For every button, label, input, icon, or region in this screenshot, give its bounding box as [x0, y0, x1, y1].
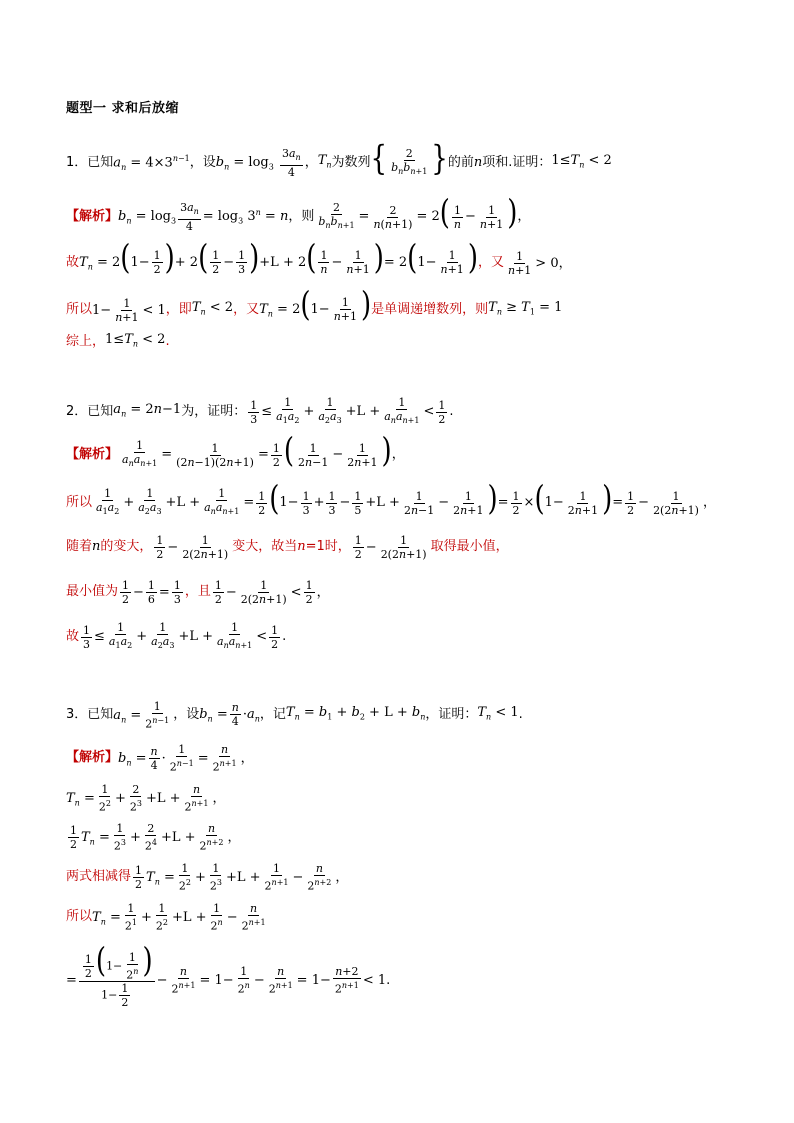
problem-3-label: 3．	[66, 707, 88, 722]
formula: $a_n = 2n-1$	[113, 401, 182, 419]
problem-1-solution-line-1: 【解析】 $b_n = \log_3$ $\frac{3a_n}{4}$ = $\log_3 3^n = n$ ，则 $\frac{2}{b_nb_{n+1}}$ = $\frac{2}{n(n+1)}$ = 2( $\frac{1}{n}$ − $\frac{1}{n+1}$ )，	[66, 193, 531, 233]
formula: $\frac{1}{a_na_{n+1}}$ = $\frac{1}{(2n-1)(2n+1)}$ = $\frac{1}{2}$ ( $\frac{1}{2n-1}$ − $\frac{1}{2n+1}$ )，	[122, 431, 405, 470]
formula: $1\le T_n < 2$	[105, 332, 166, 349]
problem-3-solution-line-4: 两式相减得 $\frac{1}{2}$ $T_n$ = $\frac{1}{2^2}$ + $\frac{1}{2^3}$ +L + $\frac{1}{2^{n+1}}$ − $\frac{n}{2^{n+2}}$ ，	[66, 861, 349, 893]
formula: $T_n$	[317, 152, 332, 170]
problem-1-label: 1．	[66, 155, 88, 170]
formula: $a_n = 4\times 3^{n-1}$	[113, 153, 190, 172]
solution-tag: 【解析】	[66, 750, 119, 765]
section-heading: 题型一 求和后放缩	[66, 101, 180, 116]
formula: $b_n$ = $\frac{n}{4}$ · $\frac{1}{2^{n-1}}$ = $\frac{n}{2^{n+1}}$ ，	[118, 742, 254, 774]
problem-3-solution-line-2	[66, 783, 225, 813]
formula: $\frac{1}{2}$ − $\frac{1}{2(2n+1)}$	[156, 533, 229, 561]
formula: $b_n$ = $\frac{n}{4}$ $\cdot a_n$	[199, 700, 260, 728]
problem-3-solution-line-1	[66, 743, 254, 773]
formula: $T_n < 1$	[477, 704, 519, 722]
problem-2-label: 2．	[66, 404, 88, 419]
formula: $T_n = b_1 + b_2 + L + b_n$	[285, 704, 426, 722]
formula: $\frac{1}{2}$ $T_n$ = $\frac{1}{2^3}$ + $\frac{2}{2^4}$ +L + $\frac{n}{2^{n+2}}$ ，	[70, 821, 241, 853]
formula: $b_n = \log_3$ $\frac{3a_n}{4}$ = $\log_3 3^n = n$	[118, 201, 289, 233]
formula: $T_n \ge T_1 = 1$	[488, 299, 563, 317]
problem-2-solution-line-5: 故 $\frac{1}{3}$ ≤ $\frac{1}{a_1a_2}$ + $\frac{1}{a_2a_3}$ +L + $\frac{1}{a_na_{n+1}}$ < $\frac{1}{2}$ .	[66, 621, 287, 651]
formula: $\frac{1}{2}$ $T_n$ = $\frac{1}{2^2}$ + $\frac{1}{2^3}$ +L + $\frac{1}{2^{n+1}}$ − $\frac{n}{2^{n+2}}$ ，	[135, 861, 349, 893]
formula: $\frac{1}{2}$ − $\frac{1}{2(2n+1)}$ < $\frac{1}{2}$ ，	[214, 578, 330, 606]
problem-2-solution-line-1	[66, 431, 405, 470]
formula: $\frac{1}{n+1}$ > 0，	[507, 249, 572, 277]
formula: $\frac{1}{a_1a_2}$ + $\frac{1}{a_2a_3}$ +L + $\frac{1}{a_na_{n+1}}$ = $\frac{1}{2}$ (1− $\frac{1}{3}$ + $\frac{1}{3}$ − $\frac{1}{5}$ +L + $\frac{1}{2n-1}$ − $\frac{1}{2n+1}$ )= $\frac{1}{2}$ ×(1− $\frac{1}{2n+1}$ )= $\frac{1}{2}$ − $\frac{1}{2(2n+1)}$ ，	[96, 479, 716, 518]
formula: $T_n = 2(1-$ $\frac{1}{n+1}$ )	[259, 285, 372, 325]
formula: $\frac{1}{3}$ ≤ $\frac{1}{a_1a_2}$ + $\frac{1}{a_2a_3}$ +L + $\frac{1}{a_na_{n+1}}$ < $\frac{1}{2}$	[250, 396, 446, 426]
formula: $\frac{2}{b_nb_{n+1}}$ = $\frac{2}{n(n+1)}$ = 2( $\frac{1}{n}$ − $\frac{1}{n+1}$ )，	[318, 193, 531, 232]
problem-2-solution-line-4: 最小值为 $\frac{1}{2}$ − $\frac{1}{6}$ = $\frac{1}{3}$ ，且 $\frac{1}{2}$ − $\frac{1}{2(2n+1)}$ < $\frac{1}{2}$ ，	[66, 578, 330, 606]
formula: $T_n < 2$	[191, 299, 234, 317]
solution-tag: 【解析】	[66, 447, 119, 462]
formula: { $\frac{2}{b_nb_{n+1}}$ }	[370, 139, 448, 178]
formula: n	[473, 155, 483, 170]
formula: $\frac{1}{3}$ ≤ $\frac{1}{a_1a_2}$ + $\frac{1}{a_2a_3}$ +L + $\frac{1}{a_na_{n+1}}$ < $\frac{1}{2}$ .	[83, 621, 287, 651]
problem-1-statement: 1． 已知 $a_n = 4\times 3^{n-1}$ ，设 $b_n = \log_3$ $\frac{3a_n}{4}$ ， $T_n$ 为数列 { $\frac{2}{b_nb_{n+1}}$ } 的前 n 项和.证明： $1\le T_n < 2$	[66, 139, 612, 179]
problem-3-solution-line-5: 所以 $T_n$ = $\frac{1}{2^1}$ + $\frac{1}{2^2}$ +L + $\frac{1}{2^n}$ − $\frac{n}{2^{n+1}}$	[66, 902, 270, 932]
formula: $\frac{1}{2}$ − $\frac{1}{2(2n+1)}$	[354, 533, 427, 561]
formula: $T_n$ = $\frac{1}{2^1}$ + $\frac{1}{2^2}$ +L + $\frac{1}{2^n}$ − $\frac{n}{2^{n+1}}$	[92, 901, 266, 933]
problem-2-solution-line-2: 所以 $\frac{1}{a_1a_2}$ + $\frac{1}{a_2a_3}$ +L + $\frac{1}{a_na_{n+1}}$ = $\frac{1}{2}$ (1− $\frac{1}{3}$ + $\frac{1}{3}$ − $\frac{1}{5}$ +L + $\frac{1}{2n-1}$ − $\frac{1}{2n+1}$ )= $\frac{1}{2}$ ×(1− $\frac{1}{2n+1}$ )= $\frac{1}{2}$ − $\frac{1}{2(2n+1)}$ ，	[66, 479, 716, 518]
problem-1-solution-line-3: 所以 1− $\frac{1}{n+1}$ < 1 ，即 $T_n < 2$ ，又 $T_n = 2(1-$ $\frac{1}{n+1}$ ) 是单调递增数列，则 $T_n \ge T_1 = 1$	[66, 285, 563, 325]
formula: n	[92, 539, 101, 554]
formula: n	[297, 539, 306, 554]
problem-3-solution-line-6	[66, 941, 391, 1010]
problem-2-statement: 2． 已知 $a_n = 2n-1$ 为，证明： $\frac{1}{3}$ ≤ $\frac{1}{a_1a_2}$ + $\frac{1}{a_2a_3}$ +L + $\frac{1}{a_na_{n+1}}$ < $\frac{1}{2}$ .	[66, 396, 454, 426]
formula: $T_n$ = $\frac{1}{2^2}$ + $\frac{2}{2^3}$ +L + $\frac{n}{2^{n+1}}$ ，	[66, 782, 226, 814]
formula: $b_n = \log_3$ $\frac{3a_n}{4}$	[215, 147, 301, 179]
formula: = $\frac{1}{2}$ (1− $\frac{1}{2^n}$ ) 1− $\frac{1}{2}$ − $\frac{n}{2^{n+1}}$ = 1− $\frac{1}{2^n}$ − $\frac{n}{2^{n+1}}$ = 1− $\frac{n+2}{2^{n+1}}$ < 1.	[66, 941, 391, 1010]
problem-2-solution-line-3: 随着 n 的变大， $\frac{1}{2}$ − $\frac{1}{2(2n+1)}$ 变大，故当 n =1时， $\frac{1}{2}$ − $\frac{1}{2(2n+1)}$ 取得最小值，	[66, 533, 509, 561]
formula: $a_n$ = $\frac{1}{2^{n-1}}$	[113, 699, 170, 731]
problem-3-solution-line-3	[66, 822, 240, 852]
formula: 1− $\frac{1}{n+1}$ < 1	[92, 296, 166, 324]
formula: $T_n = 2(1-$ $\frac{1}{2}$ )+ 2( $\frac{1}{2}$ − $\frac{1}{3}$ )+L + 2( $\frac{1}{n}$ − $\frac{1}{n+1}$ )= 2(1− $\frac{1}{n+1}$ )	[79, 238, 478, 278]
formula: $\frac{1}{2}$ − $\frac{1}{6}$ = $\frac{1}{3}$	[122, 578, 181, 606]
problem-1-solution-line-2: 故 $T_n = 2(1-$ $\frac{1}{2}$ )+ 2( $\frac{1}{2}$ − $\frac{1}{3}$ )+L + 2( $\frac{1}{n}$ − $\frac{1}{n+1}$ )= 2(1− $\frac{1}{n+1}$ ) ，又 $\frac{1}{n+1}$ > 0，	[66, 238, 572, 278]
problem-1-solution-line-4: 综上， $1\le T_n < 2$ .	[66, 330, 170, 355]
problem-3-statement: 3． 已知 $a_n$ = $\frac{1}{2^{n-1}}$ ，设 $b_n$ = $\frac{n}{4}$ $\cdot a_n$ ，记 $T_n = b_1 + b_2 + L + b_n$ ，证明： $T_n < 1$ .	[66, 699, 523, 731]
solution-tag: 【解析】	[66, 209, 119, 224]
formula: $1\le T_n < 2$	[551, 152, 612, 170]
